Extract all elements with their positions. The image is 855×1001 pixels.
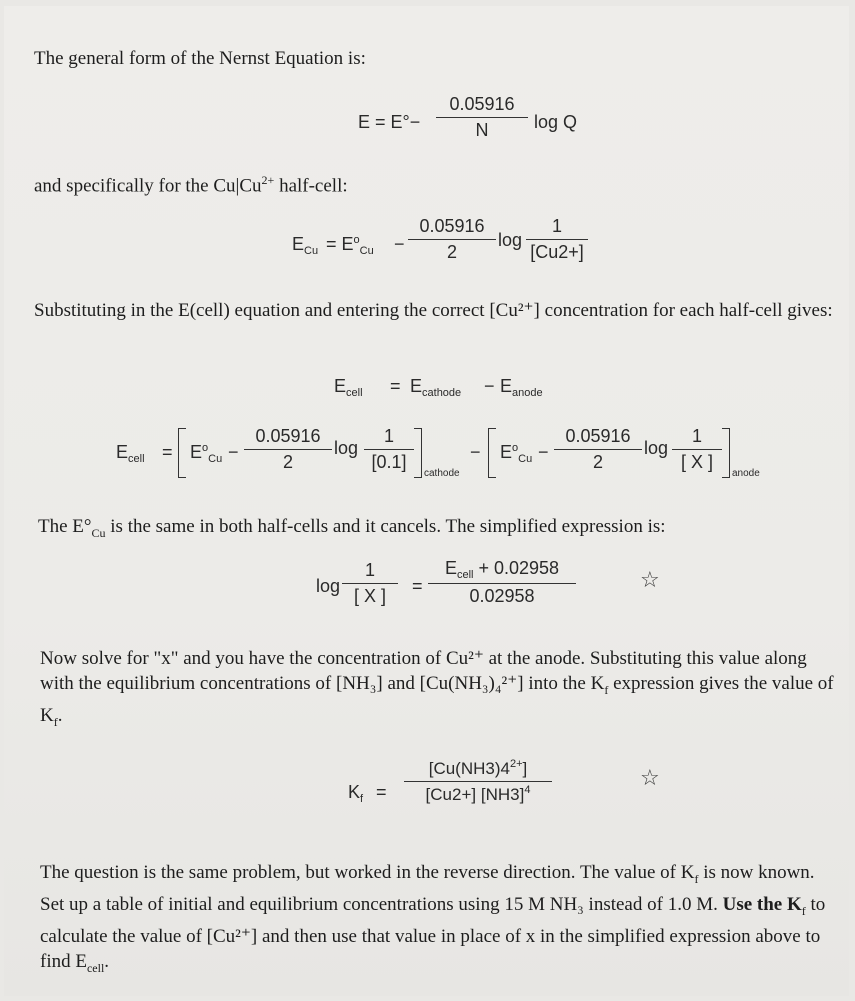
eq2-e0: = $E^o_{Cu}$: [326, 234, 374, 257]
nernst-general-equation: [358, 94, 608, 154]
problem-text: The question is the same problem, but worked in the reverse direction. The value of $K_f$ is now known. Set up a table of initial and equilibrium concentrations using 15 M NH₃ instead of 1.0 M. Use the $K_f$ to calculate the value of [Cu²⁺] and then use that value in place of x in the simplified expression above to find $E_{cell}$.: [40, 862, 826, 975]
eq1-logq: log Q: [534, 112, 578, 132]
eq6-kf: $K_f$: [348, 782, 364, 805]
eq4-anode-label: anode: [732, 468, 760, 479]
eq6-fraction: $[Cu(NH3)4^{2+}]$ [Cu2+] $[NH3]^4$: [404, 758, 552, 805]
eq2-minus: −: [394, 234, 405, 254]
eq3-eanode: $E_{anode}$: [500, 376, 543, 399]
eq5-log: log: [316, 576, 341, 596]
eq4-bracket-left-1: [178, 428, 186, 478]
substitution-text: Substituting in the E(cell) equation and entering the correct [Cu²⁺] concentration for each half-cell gives:: [34, 300, 833, 321]
halfcell-text: and specifically for the $Cu|Cu^{2+}$ half-cell:: [34, 173, 348, 197]
eq4-log-fraction-1: 1 [0.1]: [364, 426, 414, 473]
eq4-e0-2: $E^o_{Cu}$: [500, 442, 533, 465]
simplified-expression: [316, 558, 586, 620]
kf-expression: [348, 758, 568, 828]
eq4-fraction-1: 0.05916 2: [244, 426, 332, 473]
solve-text: Now solve for "x" and you have the concentration of Cu²⁺ at the anode. Substituting this value along with the equilibrium concentrations of [NH₃] and [Cu(NH₃)₄²⁺] into the $K_f$ expression gives the value of $K_f$.: [40, 648, 834, 729]
eq3-ecell: $E_{cell}$: [334, 376, 363, 399]
eq2-fraction: 0.05916 2: [408, 216, 496, 263]
eq5-fraction: $E_{cell} + 0.02958$ 0.02958: [428, 558, 576, 607]
eq4-bracket-right-2: [722, 428, 730, 478]
eq5-equals: =: [412, 576, 423, 596]
eq4-minus-2: −: [538, 442, 549, 462]
eq4-cathode-label: cathode: [424, 468, 460, 479]
eq1-numerator: 0.05916: [449, 94, 515, 114]
eq4-fraction-2: 0.05916 2: [554, 426, 642, 473]
worksheet-page: [4, 6, 849, 996]
eq1-fraction: [436, 94, 528, 141]
eq4-bracket-right-1: [414, 428, 422, 478]
star-icon: ☆: [640, 766, 660, 791]
eq3-ecathode: $E_{cathode}$: [410, 376, 462, 399]
eq1-denominator: N: [475, 120, 489, 140]
nernst-cu-equation: [292, 216, 612, 276]
eq3-minus: −: [484, 376, 495, 396]
eq4-e0-1: $E^o_{Cu}$: [190, 442, 223, 465]
eq4-log-2: log: [644, 438, 669, 458]
eq4-ecell: $E_{cell}$: [116, 442, 145, 465]
eq4-log-fraction-2: 1 [ X ]: [672, 426, 722, 473]
eq4-dash: −: [470, 442, 481, 462]
eq4-log-1: log: [334, 438, 359, 458]
ecell-expanded-equation: [116, 426, 806, 488]
star-icon: ☆: [640, 568, 660, 593]
eq4-equals: =: [162, 442, 173, 462]
intro-text: The general form of the Nernst Equation is:: [34, 48, 366, 69]
eq4-bracket-left-2: [488, 428, 496, 478]
cancel-text: The $E^\circ_{Cu}$ is the same in both half-cells and it cancels. The simplified expression is:: [38, 516, 666, 540]
eq2-log: log: [498, 230, 523, 250]
eq1-lhs: E = E°−: [358, 112, 421, 132]
eq3-equals: =: [390, 376, 401, 396]
eq5-log-fraction: 1 [ X ]: [342, 560, 398, 607]
eq2-ecu: $E_{Cu}$: [292, 234, 319, 257]
eq6-equals: =: [376, 782, 387, 802]
eq2-log-fraction: 1 [Cu2+]: [526, 216, 588, 263]
ecell-definition: [334, 376, 594, 406]
eq4-minus-1: −: [228, 442, 239, 462]
